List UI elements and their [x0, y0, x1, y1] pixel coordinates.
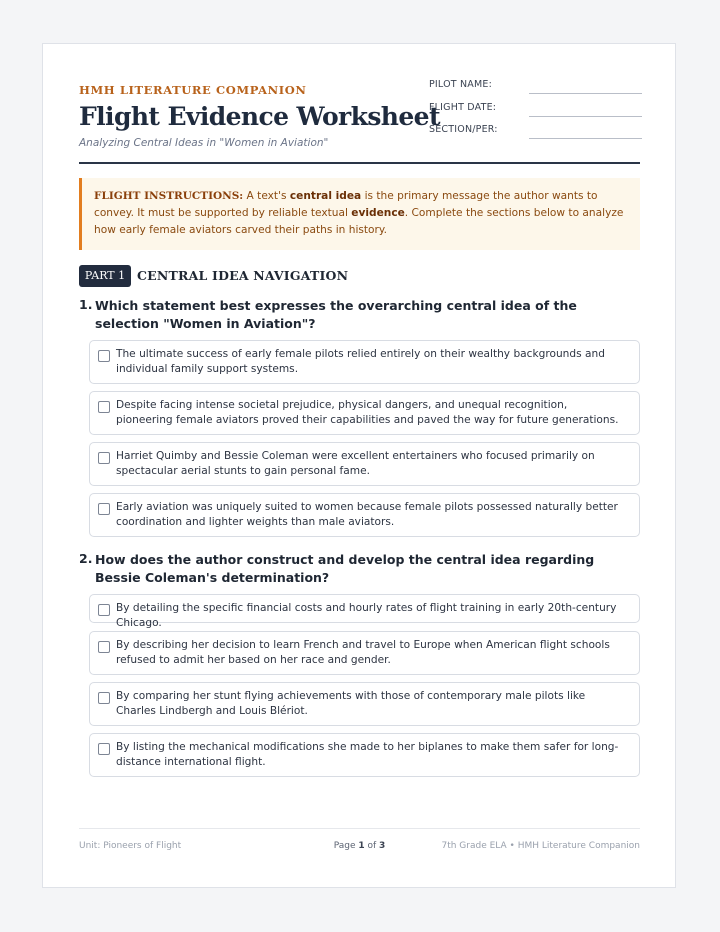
instructions-keyword-central-idea: central idea [289, 190, 362, 202]
page-title: Flight Evidence Worksheet [79, 102, 440, 131]
checkbox[interactable] [98, 743, 110, 755]
option-text: Despite facing intense societal prejudice, physical dangers, and unequal recognition, pioneering female aviators proved their capabilities and paved the way for future generations. [116, 399, 619, 426]
question-text: How does the author construct and develop the central idea regarding Bessie Coleman's determination? [95, 552, 595, 585]
part-title: CENTRAL IDEA NAVIGATION [137, 268, 349, 283]
footer-divider [79, 828, 640, 829]
answer-option[interactable] [89, 682, 640, 726]
checkbox[interactable] [98, 692, 110, 704]
flight-date-blank[interactable] [529, 116, 642, 117]
part-badge: PART 1 [79, 265, 131, 287]
checkbox[interactable] [98, 604, 110, 616]
flight-date-field[interactable] [429, 100, 642, 123]
instructions-text: A text's [243, 190, 290, 202]
checkbox[interactable] [98, 452, 110, 464]
section-label: SECTION/PER: [429, 124, 498, 135]
instructions-keyword-evidence: evidence [351, 207, 405, 219]
checkbox[interactable] [98, 401, 110, 413]
question-text: Which statement best expresses the overarching central idea of the selection "Women in Aviation"? [95, 298, 577, 331]
answer-option[interactable] [89, 391, 640, 435]
section-field[interactable] [429, 122, 642, 145]
pilot-name-blank[interactable] [529, 93, 642, 94]
page-current: 1 [358, 841, 365, 851]
instructions-text: . Complete the sections below to analyze how early female aviators carved their paths in history. [94, 207, 624, 236]
page-prefix: Page [333, 841, 359, 851]
answer-option[interactable] [89, 493, 640, 537]
section-blank[interactable] [529, 138, 642, 139]
option-text: By detailing the specific financial costs and hourly rates of flight training in early 20th-century Chicago. [116, 602, 617, 629]
question-number: 1. [79, 297, 93, 312]
answer-option[interactable] [89, 733, 640, 777]
answer-option[interactable] [89, 594, 640, 629]
page-mid: of [364, 841, 380, 851]
option-text: By describing her decision to learn French and travel to Europe when American flight schools refused to admit her based on her race and gender. [116, 639, 610, 666]
series-kicker: HMH LITERATURE COMPANION [79, 83, 307, 97]
page-subtitle: Analyzing Central Ideas in "Women in Aviation" [79, 137, 329, 149]
student-info-fields [429, 77, 642, 145]
footer-unit: Unit: Pioneers of Flight [79, 841, 182, 851]
checkbox[interactable] [98, 350, 110, 362]
instructions-lead: FLIGHT INSTRUCTIONS: [94, 190, 244, 202]
instructions-text: is the primary message the author wants to convey. It must be supported by reliable textual [94, 190, 598, 219]
answer-option[interactable] [89, 631, 640, 675]
instructions-box [79, 178, 640, 250]
checkbox[interactable] [98, 641, 110, 653]
header-divider [79, 162, 640, 164]
option-text: Early aviation was uniquely suited to women because female pilots possessed naturally better coordination and lighter weights than male aviators. [116, 501, 618, 528]
checkbox[interactable] [98, 503, 110, 515]
answer-option[interactable] [89, 340, 640, 384]
option-text: By listing the mechanical modifications she made to her biplanes to make them safer for long-distance international flight. [116, 741, 619, 768]
pilot-name-label: PILOT NAME: [429, 79, 492, 90]
flight-date-label: FLIGHT DATE: [429, 101, 497, 113]
option-text: Harriet Quimby and Bessie Coleman were excellent entertainers who focused primarily on spectacular aerial stunts to gain personal fame. [116, 450, 595, 477]
option-text: By comparing her stunt flying achievements with those of contemporary male pilots like Charles Lindbergh and Louis Blériot. [116, 690, 586, 717]
option-text: The ultimate success of early female pilots relied entirely on their wealthy backgrounds and individual family support systems. [116, 348, 605, 375]
question-number: 2. [79, 551, 93, 566]
answer-option[interactable] [89, 442, 640, 486]
pilot-name-field[interactable] [429, 77, 642, 100]
worksheet-page [42, 43, 676, 888]
page-total: 3 [379, 841, 386, 851]
footer-course: 7th Grade ELA • HMH Literature Companion [441, 841, 640, 851]
